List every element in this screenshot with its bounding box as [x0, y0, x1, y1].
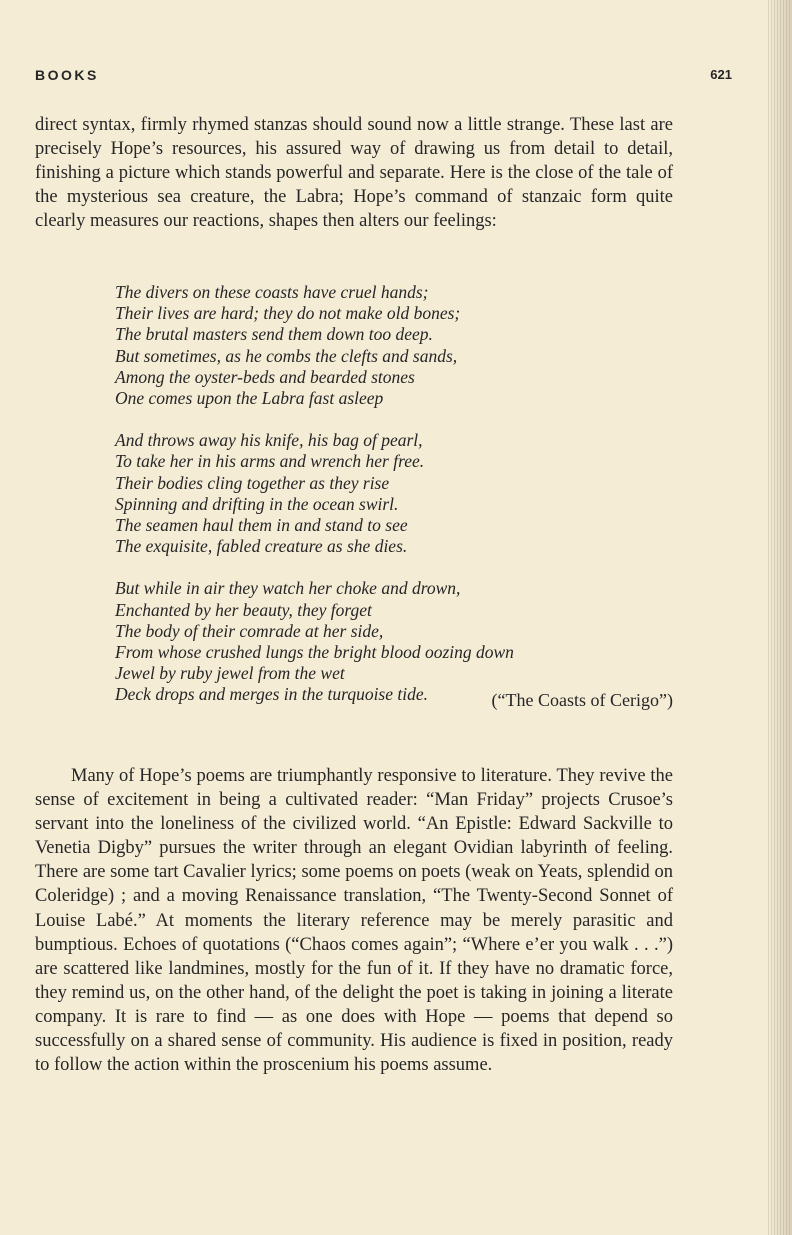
poem-stanza-1 — [115, 282, 675, 409]
running-head: BOOKS — [35, 67, 99, 83]
poem-stanza-2 — [115, 430, 675, 557]
poem-line: Spinning and drifting in the ocean swirl. — [115, 493, 399, 514]
page-edge-shadow — [768, 0, 792, 1235]
poem-line: The brutal masters send them down too deep. — [115, 324, 433, 345]
body-paragraph-1: direct syntax, firmly rhymed stanzas should sound now a little strange. These last are precisely Hope’s resources, his assured way of drawing us from detail to detail, finishing a picture which stands powerful and separate. Here is the close of the tale of the mysterious sea creature, the Labra; Hope’s command of stanzaic form quite clearly measures our reactions, shapes then alters our feelings: — [35, 115, 673, 232]
page-header — [35, 67, 732, 87]
body-paragraph-2: Many of Hope’s poems are triumphantly responsive to literature. They revive the sense of excitement in being a cultivated reader: “Man Friday” projects Crusoe’s servant into the loneliness of the civilized world. “An Epistle: Edward Sackville to Venetia Digby” pursues the writer through an elegant Ovidian labyrinth of feeling. There are some tart Cavalier lyrics; some poems on poets (weak on Yeats, splendid on Coleridge) ; and a moving Renaissance translation, “The Twenty-Second Sonnet of Louise Labé.” At moments the literary reference may be merely parasitic and bumptious. Echoes of quotations (“Chaos comes again”; “Where e’er you walk . . .”) are scattered like landmines, mostly for the fun of it. If they have no dramatic force, they remind us, on the other hand, of the delight the poet is taking in joining a literate company. It is rare to find — as one does with Hope — poems that depend so successfully on a shared sense of community. His audience is fixed in position, ready to follow the action within the proscenium his poems assume. — [35, 766, 673, 1076]
poem-line: Their lives are hard; they do not make old bones; — [115, 303, 461, 324]
poem-line: Deck drops and merges in the turquoise tide. — [115, 684, 429, 705]
poem-line: But sometimes, as he combs the clefts and sands, — [115, 345, 458, 366]
poem-block — [115, 282, 675, 706]
poem-line: Jewel by ruby jewel from the wet — [115, 663, 345, 684]
poem-line: The exquisite, fabled creature as she dies. — [115, 536, 408, 557]
poem-line: Their bodies cling together as they rise — [115, 472, 390, 493]
poem-line: And throws away his knife, his bag of pearl, — [115, 430, 423, 451]
poem-line: The seamen haul them in and stand to see — [115, 515, 408, 536]
poem-stanza-3 — [115, 578, 675, 705]
poem-line: The divers on these coasts have cruel hands; — [115, 282, 429, 302]
poem-citation: (“The Coasts of Cerigo”) — [491, 690, 673, 710]
poem-line: The body of their comrade at her side, — [115, 620, 384, 641]
poem-line: Enchanted by her beauty, they forget — [115, 599, 372, 620]
poem-line: One comes upon the Labra fast asleep — [115, 388, 384, 409]
poem-line: To take her in his arms and wrench her free. — [115, 451, 425, 472]
poem-line: Among the oyster-beds and bearded stones — [115, 366, 415, 387]
poem-line: From whose crushed lungs the bright blood oozing down — [115, 642, 514, 663]
page-number: 621 — [710, 67, 732, 82]
poem-line: But while in air they watch her choke and drown, — [115, 578, 461, 599]
